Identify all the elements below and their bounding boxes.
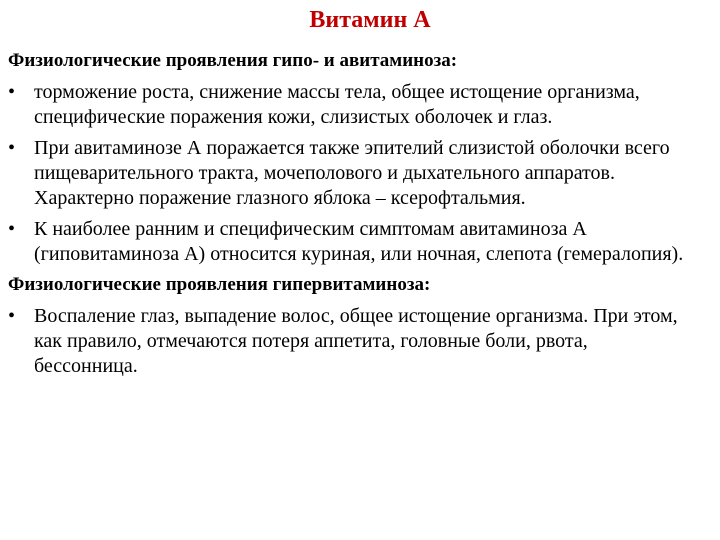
bullet-text: торможение роста, снижение массы тела, общее истощение организма, специфические поражения кожи, слизистых оболочек и глаз. [34,81,640,128]
section-heading-hyper: Физиологические проявления гипервитаминоза: [8,274,431,295]
bullet-item [8,304,708,379]
bullet-marker: • [8,137,16,159]
slide-content [8,48,708,384]
bullet-text: Воспаление глаз, выпадение волос, общее истощение организма. При этом, как правило, отмечаются потеря аппетита, головные боли, рвота, бессонница. [34,305,678,377]
bullet-marker: • [8,81,16,103]
bullet-text: При авитаминозе А поражается также эпителий слизистой оболочки всего пищеварительного тракта, мочеполового и дыхательного аппаратов. Характерно поражение глазного яблока – ксерофтальмия. [34,137,670,209]
bullet-marker: • [8,218,16,240]
bullet-text: К наиболее ранним и специфическим симптомам авитаминоза А (гиповитаминоза А) относится куриная, или ночная, слепота (гемералопия). [34,218,684,265]
bullet-item [8,136,708,211]
section-heading-hypo: Физиологические проявления гипо- и авитаминоза: [8,50,458,71]
bullet-marker: • [8,305,16,327]
bullet-item [8,80,708,130]
bullet-item [8,217,708,267]
slide-title: Витамин А [309,7,431,33]
